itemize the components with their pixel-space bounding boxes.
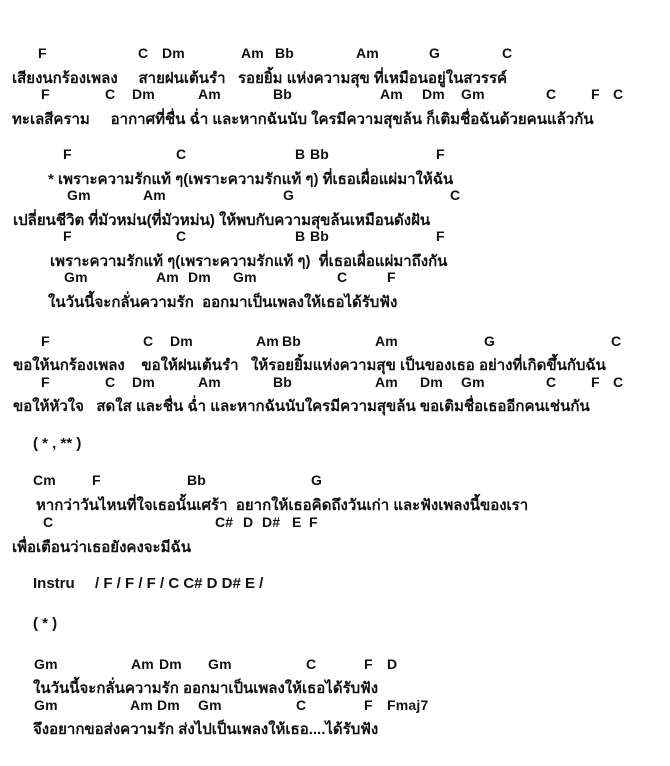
chord: Am: [241, 45, 264, 61]
lyric-line: [0, 717, 670, 737]
chord: G: [311, 472, 323, 488]
chord-line: [0, 697, 670, 717]
chord-line: [0, 269, 670, 289]
chord: C: [105, 86, 116, 102]
chord: Am: [130, 697, 153, 713]
chord: C: [613, 374, 624, 390]
lyric-line: [0, 535, 670, 555]
lyric-line: [0, 676, 670, 696]
chord: Dm: [157, 697, 180, 713]
chord: D: [243, 514, 254, 530]
chord: G: [283, 187, 295, 203]
lyric-text: ในวันนี้จะกลั่นความรัก ออกมาเป็นเพลงให้เธอได้รับฟัง: [48, 294, 398, 311]
chord: Bb: [310, 146, 330, 162]
section-marker: [0, 435, 670, 455]
chord: C: [176, 146, 187, 162]
chord: C: [296, 697, 307, 713]
chord-line: [0, 187, 670, 207]
chord: Am: [375, 333, 398, 349]
chord-line: [0, 374, 670, 394]
chord: E: [292, 514, 302, 530]
lyric-line: [0, 353, 670, 373]
marker-text: ( * ): [33, 615, 58, 632]
chord-line: [0, 228, 670, 248]
lyric-line: [0, 167, 670, 187]
chord: Am: [131, 656, 154, 672]
chord: Dm: [188, 269, 211, 285]
lyric-text: เสียงนกร้องเพลง สายฝนเต้นรำ รอยยิ้ม แห่งความสุข ที่เหมือนอยู่ในสวรรค์: [12, 70, 508, 87]
chord: Gm: [233, 269, 257, 285]
chord: Gm: [461, 86, 485, 102]
chord: F: [41, 86, 50, 102]
lyric-text: เพื่อเตือนว่าเธอยังคงจะมีฉัน: [12, 539, 191, 556]
chord: Bb: [282, 333, 302, 349]
lyric-text: เพราะความรักแท้ ๆ(เพราะความรักแท้ ๆ) ที่เธอเผื่อแผ่มาถึงกัน: [50, 253, 448, 270]
chord: Gm: [461, 374, 485, 390]
chord: F: [364, 656, 373, 672]
section-marker: [0, 615, 670, 635]
lyric-line: [0, 107, 670, 127]
chord: Am: [356, 45, 379, 61]
chord: C: [43, 514, 54, 530]
chord: Dm: [422, 86, 445, 102]
chord: Gm: [208, 656, 232, 672]
chord-line: [0, 514, 670, 534]
chord: Bb: [273, 374, 293, 390]
chord: D: [387, 656, 398, 672]
chord: C: [337, 269, 348, 285]
lyric-text: จึงอยากขอส่งความรัก ส่งไปเป็นเพลงให้เธอ....ได้รับฟัง: [33, 721, 379, 738]
lyric-text: ขอให้นกร้องเพลง ขอให้ฝนเต้นรำ ให้รอยยิ้มแห่งความสุข เป็นของเธอ อย่างที่เกิดขึ้นกับฉัน: [13, 357, 606, 374]
chord: Am: [256, 333, 279, 349]
lyric-line: [0, 249, 670, 269]
lyric-line: [0, 394, 670, 414]
lyric-line: [0, 66, 670, 86]
lyric-text: ในวันนี้จะกลั่นความรัก ออกมาเป็นเพลงให้เธอได้รับฟัง: [33, 680, 379, 697]
chord: Dm: [420, 374, 443, 390]
chord: Am: [198, 86, 221, 102]
chord: Fmaj7: [387, 697, 429, 713]
chord: Dm: [132, 374, 155, 390]
chord: C: [105, 374, 116, 390]
chord-line: [0, 45, 670, 65]
chord: C: [613, 86, 624, 102]
instru-label: Instru: [33, 575, 75, 592]
chord: C: [138, 45, 149, 61]
lyric-line: [0, 493, 670, 513]
chord: F: [364, 697, 373, 713]
chord: F: [387, 269, 396, 285]
chord-line: [0, 472, 670, 492]
chord: Am: [156, 269, 179, 285]
chord: F: [591, 374, 600, 390]
chord-line: [0, 333, 670, 353]
lyric-text: เปลี่ยนชีวิต ที่มัวหม่น(ที่มัวหม่น) ให้พบกับความสุขล้นเหมือนดังฝัน: [13, 212, 431, 229]
chord: Gm: [64, 269, 88, 285]
chord-line: [0, 86, 670, 106]
lyric-text: ทะเลสีคราม อากาศที่ชื่น ฉ่ำ และหากฉันนับ ใครมีความสุขล้น ก็เติมชื่อฉันด้วยคนแล้วกัน: [12, 111, 594, 128]
chord: F: [309, 514, 318, 530]
chord: Gm: [198, 697, 222, 713]
chord: F: [41, 333, 50, 349]
chord: F: [436, 146, 445, 162]
chord: C: [450, 187, 461, 203]
instru-progression: / F / F / F / C C# D D# E /: [95, 575, 264, 592]
chord: Am: [380, 86, 403, 102]
chord: Dm: [162, 45, 185, 61]
chord: Gm: [67, 187, 91, 203]
chord: Gm: [34, 697, 58, 713]
chord: C: [546, 86, 557, 102]
chord: Gm: [34, 656, 58, 672]
chord: Dm: [132, 86, 155, 102]
chord: C: [176, 228, 187, 244]
chord: F: [92, 472, 101, 488]
chord: B: [295, 146, 306, 162]
chord: Dm: [159, 656, 182, 672]
chord: F: [63, 146, 72, 162]
chord: D#: [262, 514, 281, 530]
chord: C: [306, 656, 317, 672]
chord: C: [502, 45, 513, 61]
lyric-line: [0, 290, 670, 310]
chord: B: [295, 228, 306, 244]
chord: C: [611, 333, 622, 349]
chord-line: [0, 146, 670, 166]
chord: Am: [375, 374, 398, 390]
chord: Dm: [170, 333, 193, 349]
chord: C: [143, 333, 154, 349]
marker-text: ( * , ** ): [33, 435, 82, 452]
chord: Bb: [273, 86, 293, 102]
lyric-text: ขอให้หัวใจ สดใส และชื่น ฉ่ำ และหากฉันนับใครมีความสุขล้น ขอเติมชื่อเธออีกคนเช่นกัน: [13, 398, 590, 415]
chord: Bb: [275, 45, 295, 61]
chord: G: [429, 45, 441, 61]
chord: F: [63, 228, 72, 244]
chord: Am: [198, 374, 221, 390]
instrumental-line: [0, 575, 670, 595]
chord: F: [41, 374, 50, 390]
chord: F: [38, 45, 47, 61]
chord: Cm: [33, 472, 56, 488]
chord-line: [0, 656, 670, 676]
chord: F: [436, 228, 445, 244]
chord: Bb: [187, 472, 207, 488]
lyric-text: หากว่าวันไหนที่ใจเธอนั้นเศร้า อยากให้เธอคิดถึงวันเก่า และฟังเพลงนี้ของเรา: [36, 497, 529, 514]
chord: C: [546, 374, 557, 390]
chord: Am: [143, 187, 166, 203]
chord: C#: [215, 514, 234, 530]
chord: Bb: [310, 228, 330, 244]
chord: F: [591, 86, 600, 102]
lyric-line: [0, 208, 670, 228]
lyric-text: * เพราะความรักแท้ ๆ(เพราะความรักแท้ ๆ) ที่เธอเผื่อแผ่มาให้ฉัน: [48, 171, 454, 188]
chord: G: [484, 333, 496, 349]
